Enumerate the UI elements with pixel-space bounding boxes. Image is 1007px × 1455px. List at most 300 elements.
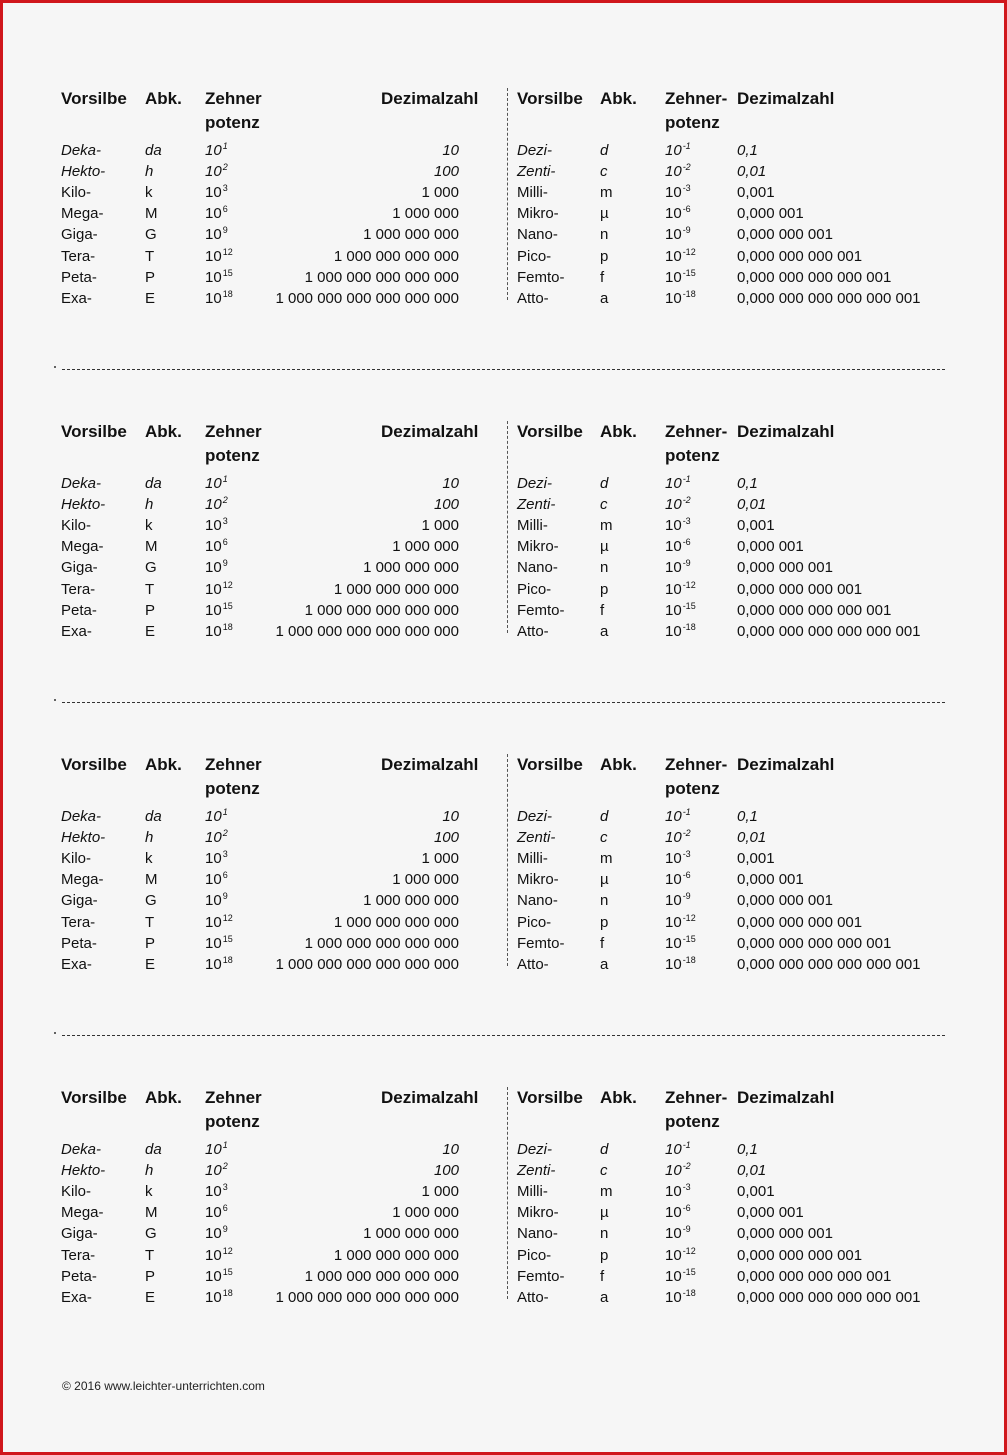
decimal-value: 100 [433, 496, 459, 514]
power-of-ten [665, 539, 691, 554]
power-of-ten [665, 143, 691, 158]
decimal-value: 0,000 000 001 [737, 559, 833, 577]
power-base: 10 [205, 559, 222, 577]
power-base: 10 [665, 517, 682, 535]
power-exponent: 15 [222, 1266, 233, 1277]
power-base: 10 [205, 247, 222, 265]
power-exponent: 3 [222, 1182, 228, 1193]
prefix-name: Tera- [61, 1246, 96, 1264]
prefix-table-4 [0, 1087, 1007, 1327]
header-potenz: potenz [205, 779, 260, 798]
power-exponent: -6 [682, 1203, 691, 1214]
prefix-name: Giga- [61, 559, 98, 577]
header-potenz: potenz [205, 1112, 260, 1131]
prefix-abbr: m [600, 184, 613, 202]
prefix-abbr: n [600, 226, 609, 244]
power-exponent: 3 [222, 849, 228, 860]
header-potenz: potenz [665, 1112, 720, 1131]
prefix-abbr: da [145, 1141, 162, 1158]
column-separator [507, 1087, 508, 1299]
prefix-name: Mikro- [517, 871, 559, 889]
prefix-name: Peta- [61, 1267, 97, 1285]
decimal-value: 1 000 000 000 000 000 [304, 601, 459, 619]
power-base: 10 [205, 289, 222, 307]
power-base: 10 [665, 475, 682, 492]
prefix-name: Kilo- [61, 1183, 92, 1201]
prefix-name: Femto- [517, 934, 565, 952]
prefix-abbr: p [600, 580, 609, 598]
prefix-abbr: d [600, 142, 609, 159]
power-exponent: -1 [682, 141, 691, 151]
prefix-abbr: c [600, 829, 608, 847]
power-exponent: 18 [222, 621, 233, 632]
power-of-ten [665, 933, 696, 952]
decimal-value: 0,01 [737, 1162, 767, 1180]
power-base: 10 [205, 1162, 222, 1180]
decimal-value: 1 000 000 000 000 000 [304, 268, 459, 286]
prefix-abbr: h [145, 496, 154, 514]
power-base: 10 [665, 580, 682, 598]
prefix-name: Tera- [61, 913, 96, 931]
header-potenz: potenz [205, 113, 260, 132]
decimal-value: 0,000 000 000 000 000 001 [737, 955, 921, 973]
header-vorsilbe: Vorsilbe [517, 1088, 583, 1107]
decimal-value: 1 000 000 [392, 1204, 459, 1222]
power-base: 10 [205, 892, 222, 910]
power-exponent: 6 [222, 204, 228, 215]
power-base: 10 [205, 934, 222, 952]
decimal-value: 0,000 000 000 000 001 [737, 601, 892, 619]
power-exponent: -12 [682, 1245, 696, 1256]
prefix-abbr: m [600, 1183, 613, 1201]
prefix-table-2 [0, 421, 1007, 661]
prefix-abbr: E [145, 955, 156, 973]
decimal-value: 1 000 000 [392, 538, 459, 556]
prefix-name: Pico- [517, 580, 552, 598]
prefix-abbr: M [145, 538, 158, 556]
prefix-name: Exa- [61, 289, 92, 307]
power-exponent: -18 [682, 954, 696, 965]
header-potenz: potenz [665, 113, 720, 132]
power-exponent: 12 [222, 579, 233, 590]
decimal-value: 1 000 000 000 000 [333, 913, 459, 931]
power-of-ten [665, 1163, 691, 1178]
prefix-abbr: da [145, 475, 162, 492]
prefix-abbr: G [145, 226, 157, 244]
decimal-value: 0,000 000 001 [737, 1225, 833, 1243]
power-of-ten [665, 912, 696, 931]
power-base: 10 [205, 913, 222, 931]
prefix-name: Peta- [61, 268, 97, 286]
header-vorsilbe: Vorsilbe [61, 1088, 127, 1107]
decimal-value: 100 [433, 1162, 459, 1180]
prefix-abbr: T [145, 580, 155, 598]
decimal-value: 1 000 000 [392, 205, 459, 223]
header-abk: Abk. [145, 89, 182, 108]
power-exponent: -6 [682, 870, 691, 881]
prefix-name: Nano- [517, 226, 558, 244]
power-of-ten [205, 539, 228, 554]
prefix-abbr: c [600, 163, 608, 181]
power-exponent: 1 [222, 1140, 228, 1150]
decimal-value: 100 [433, 829, 459, 847]
power-base: 10 [665, 850, 682, 868]
power-exponent: -15 [682, 267, 696, 278]
power-base: 10 [205, 517, 222, 535]
power-of-ten [205, 933, 233, 952]
prefix-name: Exa- [61, 1288, 92, 1306]
decimal-value: 0,1 [737, 142, 758, 159]
decimal-value: 0,001 [737, 1183, 775, 1201]
prefix-abbr: p [600, 913, 609, 931]
decimal-value: 0,000 000 000 000 000 001 [737, 289, 921, 307]
decimal-value: 0,000 000 000 000 000 001 [737, 1288, 921, 1306]
power-of-ten [205, 476, 228, 491]
decimal-value: 10 [442, 808, 459, 825]
power-base: 10 [665, 163, 682, 181]
power-of-ten [665, 267, 696, 286]
power-of-ten [665, 1287, 696, 1306]
decimal-value: 0,01 [737, 163, 767, 181]
decimal-value: 0,000 000 000 000 000 001 [737, 622, 921, 640]
decimal-value: 1 000 [421, 1183, 459, 1201]
power-base: 10 [665, 871, 682, 889]
power-exponent: -15 [682, 600, 696, 611]
prefix-abbr: n [600, 1225, 609, 1243]
decimal-value: 1 000 000 000 000 000 000 [275, 289, 459, 307]
power-base: 10 [205, 580, 222, 598]
power-base: 10 [665, 1183, 682, 1201]
power-exponent: 1 [222, 474, 228, 484]
power-exponent: -9 [682, 891, 691, 902]
prefix-name: Hekto- [61, 829, 106, 847]
prefix-abbr: a [600, 955, 609, 973]
power-base: 10 [205, 538, 222, 556]
power-of-ten [205, 872, 228, 887]
prefix-abbr: f [600, 268, 605, 286]
decimal-value: 0,000 000 000 001 [737, 1246, 863, 1264]
decimal-value: 0,000 001 [737, 871, 804, 889]
prefix-abbr: m [600, 517, 613, 535]
power-exponent: 2 [222, 828, 228, 839]
prefix-name: Peta- [61, 601, 97, 619]
header-dezimalzahl: Dezimalzahl [381, 422, 479, 441]
power-exponent: -9 [682, 558, 691, 569]
prefix-name: Femto- [517, 268, 565, 286]
prefix-abbr: k [145, 184, 153, 202]
decimal-value: 1 000 000 000 [363, 226, 459, 244]
power-exponent: 2 [222, 1161, 228, 1172]
decimal-value: 0,000 000 001 [737, 892, 833, 910]
decimal-value: 10 [442, 475, 459, 492]
header-abk: Abk. [600, 422, 637, 441]
power-base: 10 [205, 205, 222, 223]
header-dezimalzahl: Dezimalzahl [381, 1088, 479, 1107]
prefix-name: Nano- [517, 559, 558, 577]
prefix-name: Kilo- [61, 184, 92, 202]
prefix-name: Giga- [61, 226, 98, 244]
decimal-value: 1 000 [421, 850, 459, 868]
power-base: 10 [665, 955, 682, 973]
header-dezimalzahl: Dezimalzahl [737, 89, 835, 108]
power-exponent: -2 [682, 1161, 691, 1172]
decimal-value: 1 000 000 000 000 [333, 247, 459, 265]
prefix-name: Atto- [517, 1288, 549, 1306]
power-of-ten [665, 476, 691, 491]
decimal-value: 0,01 [737, 496, 767, 514]
power-of-ten [665, 288, 696, 307]
header-potenz: potenz [665, 779, 720, 798]
prefix-name: Zenti- [517, 163, 556, 181]
power-exponent: 6 [222, 870, 228, 881]
decimal-value: 1 000 000 000 000 [333, 580, 459, 598]
power-base: 10 [665, 1267, 682, 1285]
power-base: 10 [205, 955, 222, 973]
power-of-ten [665, 809, 691, 824]
decimal-value: 1 000 000 000 000 000 [304, 934, 459, 952]
power-exponent: -3 [682, 1182, 691, 1193]
power-base: 10 [665, 1204, 682, 1222]
decimal-value: 1 000 000 000 000 000 [304, 1267, 459, 1285]
decimal-value: 0,000 000 000 001 [737, 247, 863, 265]
power-of-ten [665, 1142, 691, 1157]
header-abk: Abk. [600, 89, 637, 108]
power-of-ten [665, 206, 691, 221]
power-of-ten [205, 143, 228, 158]
header-zehner: Zehner- [665, 422, 728, 441]
power-base: 10 [205, 163, 222, 181]
prefix-abbr: da [145, 808, 162, 825]
power-exponent: -9 [682, 1224, 691, 1235]
copyright-footer: © 2016 www.leichter-unterrichten.com [62, 1379, 265, 1393]
power-base: 10 [665, 289, 682, 307]
power-of-ten [205, 164, 228, 179]
power-exponent: -1 [682, 807, 691, 817]
header-abk: Abk. [145, 755, 182, 774]
power-of-ten [665, 621, 696, 640]
header-zehner: Zehner- [665, 755, 728, 774]
prefix-abbr: p [600, 247, 609, 265]
header-abk: Abk. [600, 755, 637, 774]
prefix-abbr: E [145, 622, 156, 640]
power-base: 10 [665, 538, 682, 556]
prefix-name: Deka- [61, 475, 102, 492]
power-base: 10 [205, 496, 222, 514]
header-potenz: potenz [665, 446, 720, 465]
power-of-ten [205, 1287, 233, 1306]
power-exponent: -18 [682, 288, 696, 299]
power-of-ten [665, 1184, 691, 1199]
power-of-ten [205, 579, 233, 598]
power-of-ten [205, 227, 228, 242]
power-of-ten [665, 893, 691, 908]
prefix-abbr: da [145, 142, 162, 159]
decimal-value: 100 [433, 163, 459, 181]
prefix-name: Mega- [61, 1204, 104, 1222]
power-base: 10 [665, 1141, 682, 1158]
prefix-name: Nano- [517, 1225, 558, 1243]
prefix-name: Deka- [61, 142, 102, 159]
power-of-ten [205, 1142, 228, 1157]
prefix-abbr: T [145, 247, 155, 265]
prefix-abbr: c [600, 1162, 608, 1180]
header-dezimalzahl: Dezimalzahl [381, 755, 479, 774]
header-dezimalzahl: Dezimalzahl [737, 1088, 835, 1107]
power-exponent: 2 [222, 162, 228, 173]
prefix-abbr: P [145, 601, 156, 619]
power-of-ten [205, 246, 233, 265]
prefix-abbr: f [600, 934, 605, 952]
decimal-value: 0,001 [737, 184, 775, 202]
power-of-ten [665, 227, 691, 242]
header-vorsilbe: Vorsilbe [61, 89, 127, 108]
power-exponent: 18 [222, 1287, 233, 1298]
power-base: 10 [665, 1246, 682, 1264]
power-exponent: 1 [222, 807, 228, 817]
prefix-abbr: T [145, 1246, 155, 1264]
power-of-ten [665, 872, 691, 887]
power-of-ten [665, 851, 691, 866]
power-of-ten [665, 1205, 691, 1220]
power-of-ten [665, 600, 696, 619]
power-exponent: 18 [222, 288, 233, 299]
decimal-value: 0,1 [737, 808, 758, 825]
prefix-name: Mega- [61, 871, 104, 889]
power-base: 10 [665, 934, 682, 952]
column-separator [507, 88, 508, 300]
decimal-value: 10 [442, 1141, 459, 1158]
decimal-value: 1 000 000 [392, 871, 459, 889]
prefix-abbr: c [600, 496, 608, 514]
power-of-ten [205, 288, 233, 307]
prefix-abbr: h [145, 163, 154, 181]
decimal-value: 1 000 000 000 000 000 000 [275, 622, 459, 640]
prefix-name: Hekto- [61, 1162, 106, 1180]
power-base: 10 [665, 205, 682, 223]
decimal-value: 0,001 [737, 850, 775, 868]
power-exponent: -6 [682, 204, 691, 215]
prefix-name: Milli- [517, 1183, 548, 1201]
power-exponent: 18 [222, 954, 233, 965]
prefix-name: Milli- [517, 850, 548, 868]
power-base: 10 [665, 829, 682, 847]
power-exponent: 9 [222, 1224, 228, 1235]
decimal-value: 0,000 000 000 000 001 [737, 1267, 892, 1285]
prefix-name: Milli- [517, 184, 548, 202]
power-base: 10 [205, 1246, 222, 1264]
power-of-ten [665, 830, 691, 845]
power-exponent: 15 [222, 267, 233, 278]
prefix-abbr: T [145, 913, 155, 931]
power-of-ten [205, 1163, 228, 1178]
prefix-name: Deka- [61, 1141, 102, 1158]
power-base: 10 [665, 184, 682, 202]
power-base: 10 [665, 808, 682, 825]
power-exponent: -12 [682, 246, 696, 257]
power-exponent: -12 [682, 579, 696, 590]
column-separator [507, 421, 508, 633]
prefix-abbr: P [145, 934, 156, 952]
prefix-name: Femto- [517, 601, 565, 619]
header-zehner: Zehner [205, 422, 262, 441]
prefix-abbr: G [145, 892, 157, 910]
power-exponent: -3 [682, 849, 691, 860]
decimal-value: 0,000 000 000 001 [737, 580, 863, 598]
power-of-ten [665, 246, 696, 265]
power-of-ten [205, 497, 228, 512]
power-exponent: -1 [682, 1140, 691, 1150]
prefix-abbr: E [145, 1288, 156, 1306]
power-of-ten [205, 600, 233, 619]
power-exponent: 12 [222, 1245, 233, 1256]
decimal-value: 1 000 000 000 000 000 000 [275, 955, 459, 973]
power-base: 10 [205, 1267, 222, 1285]
prefix-table-1 [0, 88, 1007, 328]
header-abk: Abk. [145, 1088, 182, 1107]
prefix-abbr: a [600, 289, 609, 307]
decimal-value: 0,000 001 [737, 538, 804, 556]
power-base: 10 [205, 601, 222, 619]
prefix-name: Mikro- [517, 205, 559, 223]
power-of-ten [665, 497, 691, 512]
cut-line [62, 702, 945, 703]
power-of-ten [665, 579, 696, 598]
power-base: 10 [205, 184, 222, 202]
prefix-abbr: µ [600, 1204, 609, 1222]
power-of-ten [665, 518, 691, 533]
power-of-ten [205, 1226, 228, 1241]
power-exponent: -18 [682, 1287, 696, 1298]
power-exponent: 15 [222, 600, 233, 611]
prefix-name: Giga- [61, 892, 98, 910]
power-exponent: 1 [222, 141, 228, 151]
power-exponent: -1 [682, 474, 691, 484]
power-base: 10 [205, 850, 222, 868]
power-of-ten [205, 185, 228, 200]
header-abk: Abk. [600, 1088, 637, 1107]
decimal-value: 10 [442, 142, 459, 159]
prefix-name: Kilo- [61, 517, 92, 535]
prefix-table-3 [0, 754, 1007, 994]
power-exponent: -15 [682, 1266, 696, 1277]
power-of-ten [205, 621, 233, 640]
power-base: 10 [205, 226, 222, 244]
power-exponent: -9 [682, 225, 691, 236]
power-base: 10 [665, 226, 682, 244]
prefix-name: Zenti- [517, 829, 556, 847]
power-base: 10 [665, 913, 682, 931]
prefix-name: Mikro- [517, 538, 559, 556]
power-base: 10 [665, 1225, 682, 1243]
power-exponent: 6 [222, 537, 228, 548]
prefix-name: Peta- [61, 934, 97, 952]
prefix-name: Dezi- [517, 142, 553, 159]
prefix-name: Atto- [517, 289, 549, 307]
prefix-abbr: h [145, 829, 154, 847]
power-of-ten [205, 912, 233, 931]
power-of-ten [205, 206, 228, 221]
power-exponent: -12 [682, 912, 696, 923]
header-potenz: potenz [205, 446, 260, 465]
prefix-name: Femto- [517, 1267, 565, 1285]
prefix-name: Dezi- [517, 475, 553, 492]
power-of-ten [205, 830, 228, 845]
prefix-name: Exa- [61, 622, 92, 640]
decimal-value: 1 000 [421, 517, 459, 535]
power-exponent: -3 [682, 183, 691, 194]
prefix-abbr: G [145, 1225, 157, 1243]
power-exponent: -2 [682, 828, 691, 839]
